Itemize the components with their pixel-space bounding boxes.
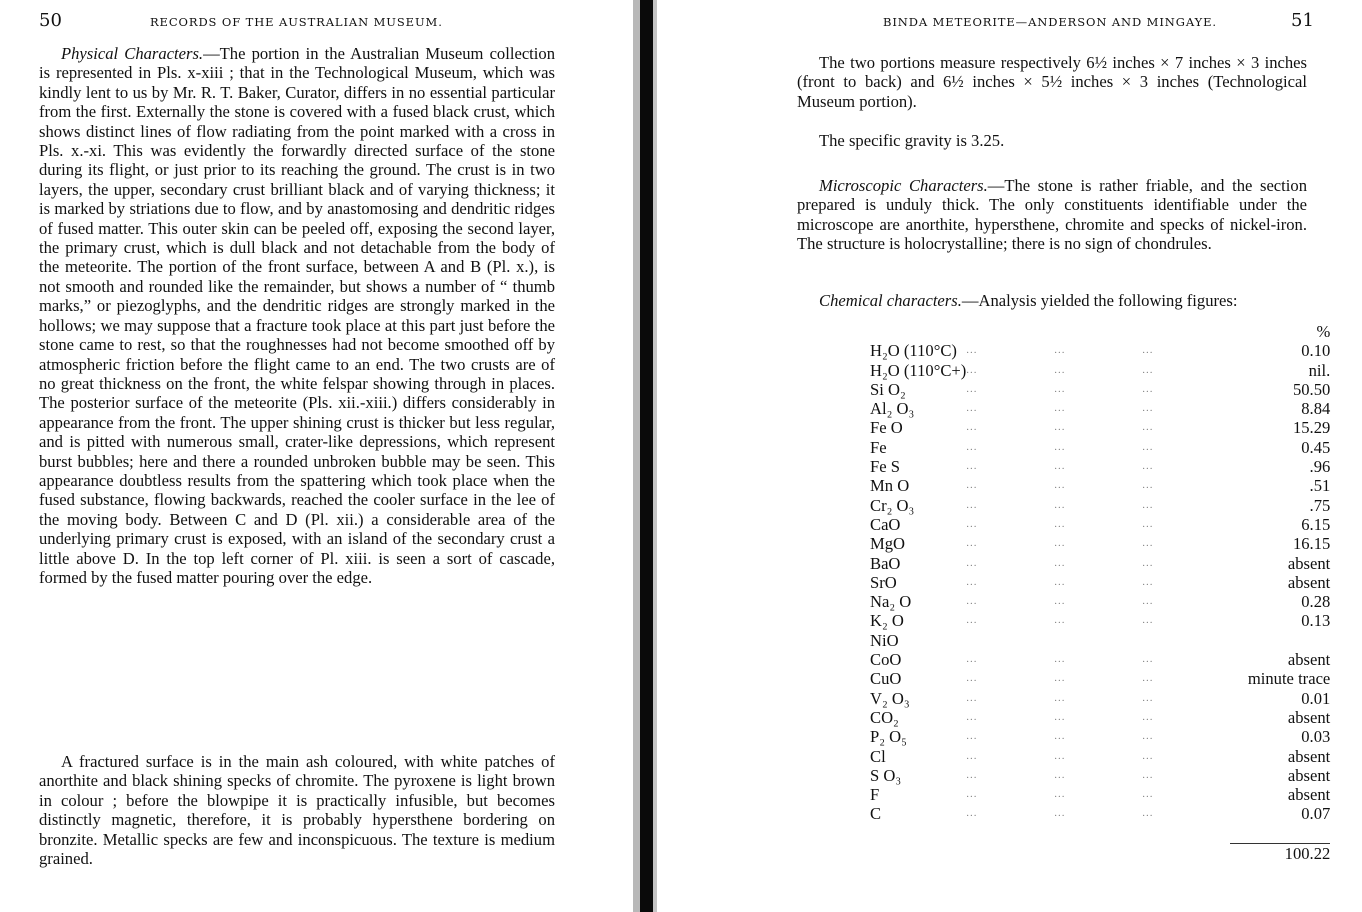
leader-dots: ... [1142, 344, 1154, 357]
page-number-left: 50 [39, 10, 62, 31]
component-value: 0.45 [1301, 437, 1331, 457]
table-row [870, 650, 1330, 669]
table-row [870, 631, 1330, 650]
leader-dots: ... [966, 498, 978, 511]
leader-dots: ... [1054, 691, 1066, 704]
table-row [870, 361, 1330, 380]
dimensions-text: The two portions measure respectively 6½ inches × 7 inches × 3 inches (front to back) and 6½ inches × 5½ inches × 3 inches (Technological Museum portion). [797, 53, 1307, 111]
leader-dots: ... [1054, 807, 1066, 820]
leader-dots: ... [1142, 575, 1154, 588]
table-header-row [870, 322, 1330, 341]
component-name: Fe S [870, 457, 900, 477]
component-value: absent [1287, 765, 1331, 785]
leader-dots: ... [1054, 653, 1066, 666]
component-name: F [870, 785, 880, 805]
running-header-left: RECORDS OF THE AUSTRALIAN MUSEUM. [150, 15, 443, 29]
leader-dots: ... [966, 672, 978, 685]
leader-dots [966, 631, 1054, 650]
component-name: CaO [870, 514, 901, 534]
leader-dots: ... [966, 344, 978, 357]
table-row [870, 689, 1330, 708]
leader-dots: ... [966, 575, 978, 588]
leader-dots: ... [966, 402, 978, 415]
leader-dots: ... [1142, 363, 1154, 376]
component-value: 16.15 [1292, 534, 1331, 554]
component-value: absent [1287, 707, 1331, 727]
component-value: absent [1287, 746, 1331, 766]
component-name: Cr₂ O₃ [870, 495, 915, 515]
chemical-text: —Analysis yielded the following figures: [961, 291, 1238, 310]
table-row [870, 554, 1330, 573]
component-value: absent [1287, 650, 1331, 670]
component-value: 0.07 [1301, 804, 1331, 824]
component-name: SrO [870, 572, 897, 592]
physical-characters-paragraph [39, 44, 555, 587]
table-row [870, 766, 1330, 785]
component-name: V₂ O₃ [870, 688, 910, 708]
book-gutter-shadow-left [633, 0, 640, 912]
leader-dots: ... [1054, 440, 1066, 453]
component-name: H₂O (110°C+) [870, 360, 967, 380]
leader-dots: ... [1054, 363, 1066, 376]
leader-dots: ... [966, 556, 978, 569]
leader-dots: ... [966, 730, 978, 743]
total-row [870, 843, 1330, 863]
component-value: absent [1287, 572, 1331, 592]
leader-dots: ... [966, 421, 978, 434]
table-row [870, 476, 1330, 495]
component-value: 0.03 [1301, 727, 1331, 747]
table-row [870, 457, 1330, 476]
microscopic-text: —The stone is rather friable, and the section prepared is unduly thick. The only constituents identifiable under the microscope are anorthite, hypersthene, chromite and specks of nickel-iron. The structure is holocrystalline; there is no sign of chondrules. [797, 176, 1307, 254]
fractured-surface-text: A fractured surface is in the main ash coloured, with white patches of anorthite and black shining specks of chromite. The pyroxene is light brown in colour ; before the blowpipe it is practically infusible, but becomes distinctly magnetic, therefore, it is probably hypersthene bordering on bronzite. Metallic specks are few and inconspicuous. The texture is medium grained. [39, 752, 555, 869]
leader-dots: ... [1142, 382, 1154, 395]
component-name: C [870, 804, 882, 824]
leader-dots: ... [1142, 479, 1154, 492]
leader-dots: ... [1054, 402, 1066, 415]
leader-dots: ... [966, 517, 978, 530]
component-name: Si O₂ [870, 379, 906, 399]
leader-dots: ... [1142, 595, 1154, 608]
component-name: CuO [870, 669, 902, 689]
component-value: 0.10 [1301, 341, 1331, 361]
component-name: BaO [870, 553, 901, 573]
component-value [1230, 631, 1330, 650]
leader-dots: ... [966, 768, 978, 781]
leader-dots [1142, 631, 1230, 650]
table-row [870, 669, 1330, 688]
leader-dots: ... [1142, 498, 1154, 511]
component-value: 0.28 [1301, 592, 1331, 612]
component-name: Fe [870, 437, 887, 457]
leader-dots: ... [1054, 595, 1066, 608]
component-name: Al₂ O₃ [870, 399, 915, 419]
leader-dots: ... [1054, 710, 1066, 723]
component-name: Mn O [870, 476, 910, 496]
leader-dots: ... [966, 440, 978, 453]
table-row [870, 418, 1330, 437]
component-value: .51 [1309, 476, 1331, 496]
component-name: MgO [870, 534, 906, 554]
table-row [870, 573, 1330, 592]
leader-dots: ... [1054, 382, 1066, 395]
component-name: P₂ O₅ [870, 727, 907, 747]
component-value: 6.15 [1301, 514, 1331, 534]
table-row [870, 496, 1330, 515]
leader-dots: ... [1142, 730, 1154, 743]
table-row [870, 399, 1330, 418]
leader-dots: ... [966, 363, 978, 376]
specific-gravity-paragraph [797, 131, 1307, 150]
total-rule [1230, 824, 1330, 843]
leader-dots: ... [1054, 537, 1066, 550]
leader-dots: ... [1054, 730, 1066, 743]
leader-dots: ... [1054, 749, 1066, 762]
leader-dots: ... [966, 537, 978, 550]
physical-characters-heading: Physical Characters. [61, 44, 204, 63]
leader-dots: ... [1142, 517, 1154, 530]
table-row [870, 341, 1330, 360]
fractured-surface-paragraph [39, 752, 555, 868]
leader-dots: ... [966, 807, 978, 820]
leader-dots: ... [966, 653, 978, 666]
leader-dots: ... [1142, 556, 1154, 569]
component-name: Fe O [870, 418, 903, 438]
leader-dots: ... [1054, 498, 1066, 511]
table-row [870, 611, 1330, 630]
component-name: H₂O (110°C) [870, 341, 957, 361]
component-value: .75 [1309, 495, 1331, 515]
leader-dots: ... [1054, 575, 1066, 588]
microscopic-heading: Microscopic Characters. [819, 176, 988, 195]
total-value: 100.22 [1284, 843, 1331, 863]
component-value: 8.84 [1301, 399, 1331, 419]
component-name: Na₂ O [870, 592, 912, 612]
leader-dots [1054, 631, 1142, 650]
running-header-right: BINDA METEORITE—ANDERSON AND MINGAYE. [883, 15, 1217, 29]
leader-dots: ... [1054, 614, 1066, 627]
leader-dots: ... [1054, 479, 1066, 492]
leader-dots: ... [966, 710, 978, 723]
leader-dots: ... [1142, 614, 1154, 627]
percent-unit-header: % [1316, 322, 1331, 341]
leader-dots: ... [966, 595, 978, 608]
component-value: 0.01 [1301, 688, 1331, 708]
leader-dots: ... [1142, 653, 1154, 666]
total-rule-row [870, 824, 1330, 843]
chemical-characters-paragraph [797, 291, 1307, 310]
table-row [870, 438, 1330, 457]
component-name: NiO [870, 630, 899, 650]
component-name: CO₂ [870, 707, 899, 727]
leader-dots: ... [1142, 402, 1154, 415]
component-value: nil. [1308, 360, 1331, 380]
component-value: minute trace [1247, 669, 1331, 689]
leader-dots: ... [966, 749, 978, 762]
microscopic-characters-paragraph [797, 176, 1307, 254]
leader-dots: ... [1054, 344, 1066, 357]
chemical-heading: Chemical characters. [819, 291, 962, 310]
leader-dots: ... [966, 788, 978, 801]
leader-dots: ... [1142, 421, 1154, 434]
table-row [870, 380, 1330, 399]
leader-dots: ... [966, 614, 978, 627]
leader-dots: ... [966, 479, 978, 492]
table-row [870, 727, 1330, 746]
table-row [870, 747, 1330, 766]
component-value: absent [1287, 785, 1331, 805]
leader-dots: ... [1054, 788, 1066, 801]
leader-dots: ... [966, 460, 978, 473]
leader-dots: ... [1054, 768, 1066, 781]
book-spine [640, 0, 653, 912]
leader-dots: ... [1142, 788, 1154, 801]
component-name: CoO [870, 650, 902, 670]
table-row [870, 534, 1330, 553]
component-value: 50.50 [1292, 379, 1331, 399]
table-row [870, 785, 1330, 804]
page-number-right: 51 [1291, 10, 1314, 31]
component-name: Cl [870, 746, 886, 766]
table-row [870, 515, 1330, 534]
left-page [0, 0, 633, 912]
physical-characters-text: —The portion in the Australian Museum collection is represented in Pls. x-xiii ; that in the Technological Museum, which was kindly lent to us by Mr. R. T. Baker, Curator, differs in no essential particular from the first. Externally the stone is covered with a fused black crust, which shows distinct lines of flow radiating from the point marked with a cross in Pls. x.-xi. This was evidently the forwardly directed surface of the stone during its flight, or just prior to its reaching the ground. The crust is in two layers, the upper, secondary crust brilliant black and of varying thickness; it is marked by striations due to flow, and by anastomosing and dendritic ridges of fused matter. This outer skin can be peeled off, exposing the second layer, the primary crust, which is dull black and not detachable from the body of the meteorite. The portion of the front surface, between A and B (Pl. x.), is not smooth and rounded like the remainder, but shows a number of “ thumb marks,” or piezoglyphs, and the dendritic ridges are strongly marked in the hollows; we may suppose that a fracture took place at this part just before the stone came to rest, so that the roughnesses had not become smoothed off by atmospheric friction before the flight came to an end. The two crusts are of no great thickness on the front, the white felspar showing through in places. The posterior surface of the meteorite (Pls. xii.-xiii.) differs considerably in appearance from the front. The upper shining crust is thicker but less regular, and is pitted with numerous small, crater-like depressions, which represent burst bubbles; here and there a rounded unbroken bubble may be seen. This appearance doubtless results from the spattering which took place when the fused substance, flowing backwards, reached the cooler surface in the lee of the moving body. Between C and D (Pl. xii.) a considerable area of the underlying primary crust is exposed, with an island of the secondary crust a little above D. In the top left corner of Pl. xiii. is seen a sort of cascade, formed by the fused matter pouring over the edge. [39, 44, 555, 587]
leader-dots: ... [1142, 807, 1154, 820]
leader-dots: ... [1054, 556, 1066, 569]
leader-dots: ... [1054, 517, 1066, 530]
leader-dots: ... [966, 382, 978, 395]
leader-dots: ... [1142, 749, 1154, 762]
leader-dots: ... [1142, 460, 1154, 473]
table-row [870, 804, 1330, 823]
leader-dots: ... [1142, 440, 1154, 453]
leader-dots: ... [1142, 710, 1154, 723]
leader-dots: ... [1142, 691, 1154, 704]
leader-dots: ... [1054, 672, 1066, 685]
component-name: S O₃ [870, 765, 902, 785]
component-value: .96 [1309, 457, 1331, 477]
leader-dots: ... [1054, 460, 1066, 473]
component-value: absent [1287, 553, 1331, 573]
leader-dots: ... [1054, 421, 1066, 434]
leader-dots: ... [966, 691, 978, 704]
component-value: 0.13 [1301, 611, 1331, 631]
leader-dots: ... [1142, 672, 1154, 685]
chemical-analysis-table [870, 322, 1330, 863]
component-value: 15.29 [1292, 418, 1331, 438]
leader-dots: ... [1142, 768, 1154, 781]
specific-gravity-text: The specific gravity is 3.25. [819, 131, 1005, 150]
dimensions-paragraph [797, 53, 1307, 111]
table-row [870, 592, 1330, 611]
table-row [870, 708, 1330, 727]
leader-dots: ... [1142, 537, 1154, 550]
component-name: K₂ O [870, 611, 904, 631]
right-page [657, 0, 1362, 912]
